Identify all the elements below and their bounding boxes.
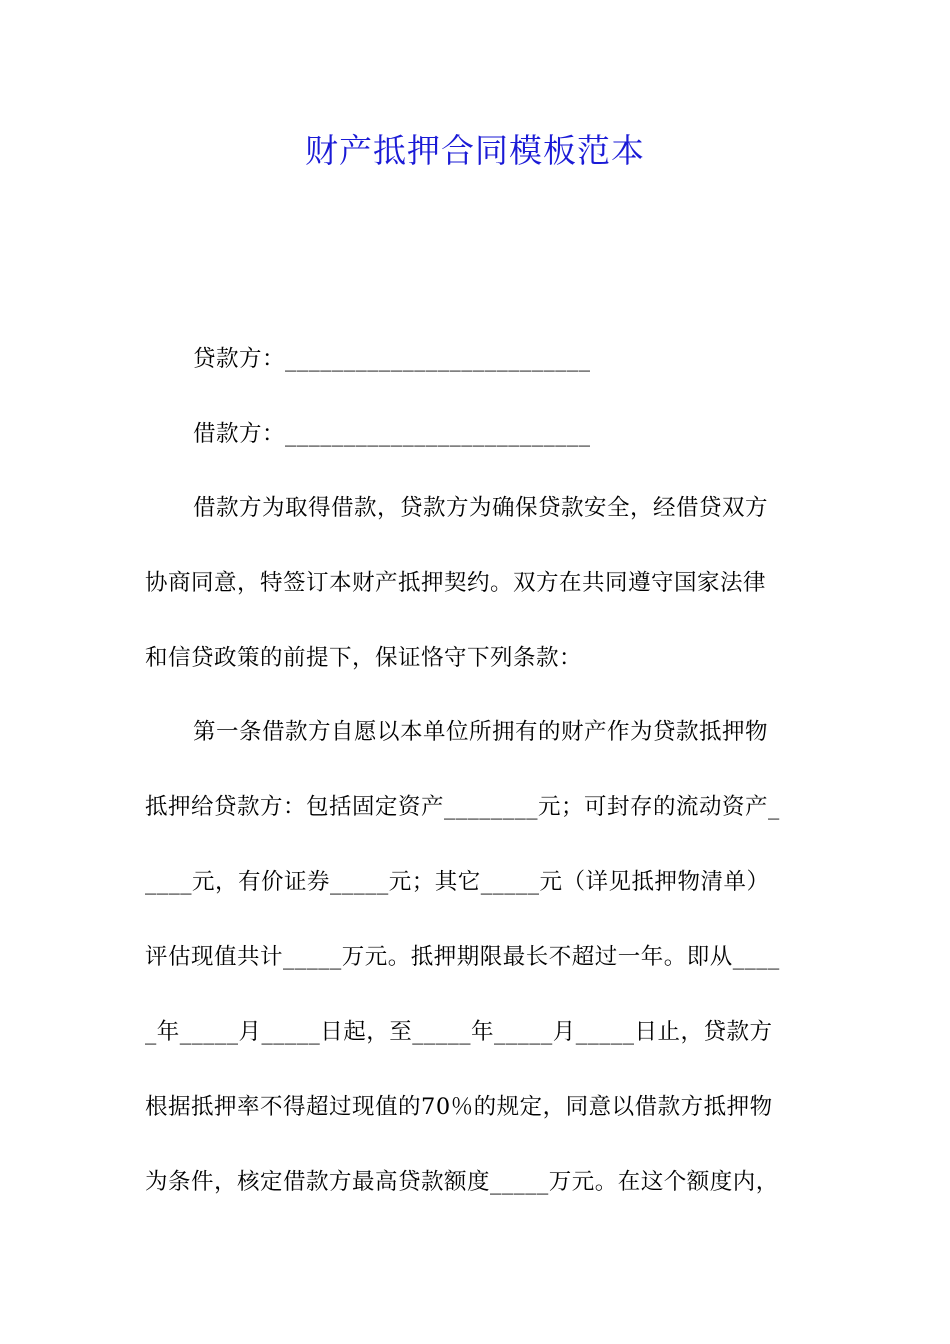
article-line: 根据抵押率不得超过现值的70％的规定，同意以借款方抵押物 bbox=[145, 1094, 773, 1120]
article-line: 为条件，核定借款方最高贷款额度_____万元。在这个额度内， bbox=[145, 1169, 779, 1195]
borrower-line: 借款方：__________________________ bbox=[193, 421, 591, 447]
article-line: _年_____月_____日起，至_____年_____月_____日止，贷款方 bbox=[145, 1019, 773, 1045]
document-title: 财产抵押合同模板范本 bbox=[305, 131, 645, 170]
paragraph-line: 协商同意，特签订本财产抵押契约。双方在共同遵守国家法律 bbox=[145, 570, 767, 596]
paragraph-line: 借款方为取得借款，贷款方为确保贷款安全，经借贷双方 bbox=[193, 495, 769, 521]
article-line: 评估现值共计_____万元。抵押期限最长不超过一年。即从____ bbox=[145, 944, 780, 970]
lender-line: 贷款方：__________________________ bbox=[193, 346, 591, 372]
paragraph-line: 和信贷政策的前提下，保证恪守下列条款： bbox=[145, 645, 583, 671]
article-line: ____元，有价证券_____元；其它_____元（详见抵押物清单） bbox=[145, 869, 770, 895]
article-line: 抵押给贷款方：包括固定资产________元；可封存的流动资产_ bbox=[145, 794, 780, 820]
article-line: 第一条借款方自愿以本单位所拥有的财产作为贷款抵押物 bbox=[193, 719, 769, 745]
